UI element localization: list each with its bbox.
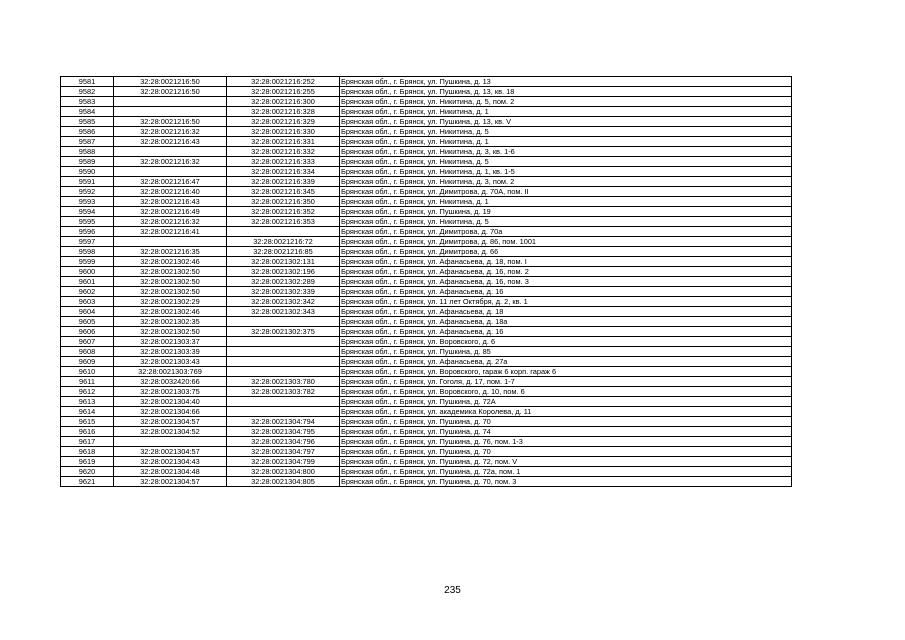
- row-number: 9617: [61, 437, 114, 447]
- parcel-cadastral-number: 32:28:0021303:43: [114, 357, 227, 367]
- parcel-cadastral-number: 32:28:0021304:52: [114, 427, 227, 437]
- row-number: 9591: [61, 177, 114, 187]
- parcel-cadastral-number: [114, 147, 227, 157]
- parcel-cadastral-number: 32:28:0021216:40: [114, 187, 227, 197]
- object-address: Брянская обл., г. Брянск, ул. Никитина, д. 5: [340, 217, 792, 227]
- parcel-cadastral-number: 32:28:0021304:40: [114, 397, 227, 407]
- table-row: [61, 327, 792, 337]
- object-address: Брянская обл., г. Брянск, ул. Никитина, д. 5, пом. 2: [340, 97, 792, 107]
- parcel-cadastral-number: 32:28:0021303:769: [114, 367, 227, 377]
- table-row: [61, 237, 792, 247]
- object-address: Брянская обл., г. Брянск, ул. Никитина, д. 5: [340, 127, 792, 137]
- parcel-cadastral-number: 32:28:0021304:57: [114, 477, 227, 487]
- parcel-cadastral-number: [114, 237, 227, 247]
- row-number: 9583: [61, 97, 114, 107]
- object-address: Брянская обл., г. Брянск, ул. Никитина, д. 1, кв. 1-5: [340, 167, 792, 177]
- object-cadastral-number: 32:28:0021216:255: [227, 87, 340, 97]
- object-cadastral-number: 32:28:0021302:339: [227, 287, 340, 297]
- object-cadastral-number: 32:28:0021304:805: [227, 477, 340, 487]
- row-number: 9621: [61, 477, 114, 487]
- table-row: [61, 387, 792, 397]
- object-address: Брянская обл., г. Брянск, ул. Афанасьева, д. 16: [340, 327, 792, 337]
- object-address: Брянская обл., г. Брянск, ул. Афанасьева, д. 16, пом. 2: [340, 267, 792, 277]
- object-address: Брянская обл., г. Брянск, ул. академика Королева, д. 11: [340, 407, 792, 417]
- row-number: 9619: [61, 457, 114, 467]
- object-cadastral-number: 32:28:0021216:350: [227, 197, 340, 207]
- object-cadastral-number: 32:28:0021216:334: [227, 167, 340, 177]
- parcel-cadastral-number: 32:28:0021304:57: [114, 447, 227, 457]
- table-row: [61, 97, 792, 107]
- object-address: Брянская обл., г. Брянск, ул. Димитрова, д. 70А, пом. II: [340, 187, 792, 197]
- row-number: 9603: [61, 297, 114, 307]
- parcel-cadastral-number: 32:28:0021302:35: [114, 317, 227, 327]
- table-row: [61, 427, 792, 437]
- table-row: [61, 457, 792, 467]
- registry-table-body: [61, 77, 792, 487]
- object-address: Брянская обл., г. Брянск, ул. Пушкина, д. 70, пом. 3: [340, 477, 792, 487]
- row-number: 9606: [61, 327, 114, 337]
- row-number: 9582: [61, 87, 114, 97]
- row-number: 9590: [61, 167, 114, 177]
- parcel-cadastral-number: 32:28:0021302:50: [114, 267, 227, 277]
- object-address: Брянская обл., г. Брянск, ул. Афанасьева, д. 18: [340, 307, 792, 317]
- object-cadastral-number: 32:28:0021216:85: [227, 247, 340, 257]
- object-address: Брянская обл., г. Брянск, ул. Пушкина, д. 72А: [340, 397, 792, 407]
- parcel-cadastral-number: 32:28:0021304:57: [114, 417, 227, 427]
- row-number: 9598: [61, 247, 114, 257]
- object-address: Брянская обл., г. Брянск, ул. Гоголя, д. 17, пом. 1-7: [340, 377, 792, 387]
- parcel-cadastral-number: 32:28:0021304:66: [114, 407, 227, 417]
- table-row: [61, 247, 792, 257]
- object-address: Брянская обл., г. Брянск, ул. Пушкина, д. 13: [340, 77, 792, 87]
- object-cadastral-number: [227, 227, 340, 237]
- parcel-cadastral-number: 32:28:0021216:41: [114, 227, 227, 237]
- object-cadastral-number: 32:28:0021216:329: [227, 117, 340, 127]
- row-number: 9585: [61, 117, 114, 127]
- object-address: Брянская обл., г. Брянск, ул. Афанасьева, д. 18, пом. I: [340, 257, 792, 267]
- object-cadastral-number: 32:28:0021304:797: [227, 447, 340, 457]
- parcel-cadastral-number: 32:28:0021302:46: [114, 257, 227, 267]
- parcel-cadastral-number: 32:28:0021216:32: [114, 127, 227, 137]
- parcel-cadastral-number: 32:28:0021303:75: [114, 387, 227, 397]
- row-number: 9613: [61, 397, 114, 407]
- object-cadastral-number: [227, 317, 340, 327]
- table-row: [61, 377, 792, 387]
- object-cadastral-number: 32:28:0021216:330: [227, 127, 340, 137]
- object-cadastral-number: 32:28:0021216:345: [227, 187, 340, 197]
- parcel-cadastral-number: 32:28:0021302:29: [114, 297, 227, 307]
- object-cadastral-number: [227, 367, 340, 377]
- object-address: Брянская обл., г. Брянск, ул. Пушкина, д. 74: [340, 427, 792, 437]
- row-number: 9608: [61, 347, 114, 357]
- object-cadastral-number: 32:28:0021216:333: [227, 157, 340, 167]
- table-row: [61, 137, 792, 147]
- row-number: 9616: [61, 427, 114, 437]
- object-address: Брянская обл., г. Брянск, ул. Никитина, д. 1: [340, 137, 792, 147]
- object-cadastral-number: 32:28:0021216:339: [227, 177, 340, 187]
- parcel-cadastral-number: 32:28:0021216:50: [114, 77, 227, 87]
- object-cadastral-number: 32:28:0021304:799: [227, 457, 340, 467]
- parcel-cadastral-number: 32:28:0021302:50: [114, 287, 227, 297]
- table-row: [61, 147, 792, 157]
- table-row: [61, 197, 792, 207]
- table-row: [61, 187, 792, 197]
- table-row: [61, 157, 792, 167]
- table-row: [61, 77, 792, 87]
- parcel-cadastral-number: 32:28:0021216:47: [114, 177, 227, 187]
- row-number: 9611: [61, 377, 114, 387]
- row-number: 9615: [61, 417, 114, 427]
- parcel-cadastral-number: 32:28:0021303:37: [114, 337, 227, 347]
- object-cadastral-number: [227, 357, 340, 367]
- object-cadastral-number: 32:28:0021304:800: [227, 467, 340, 477]
- parcel-cadastral-number: 32:28:0021216:35: [114, 247, 227, 257]
- object-address: Брянская обл., г. Брянск, ул. Никитина, д. 5: [340, 157, 792, 167]
- table-row: [61, 287, 792, 297]
- object-cadastral-number: [227, 347, 340, 357]
- object-address: Брянская обл., г. Брянск, ул. Воровского, д. 10, пом. 6: [340, 387, 792, 397]
- object-address: Брянская обл., г. Брянск, ул. Никитина, д. 3, кв. 1-6: [340, 147, 792, 157]
- row-number: 9589: [61, 157, 114, 167]
- parcel-cadastral-number: 32:28:0021216:32: [114, 157, 227, 167]
- row-number: 9587: [61, 137, 114, 147]
- table-row: [61, 267, 792, 277]
- parcel-cadastral-number: 32:28:0021216:50: [114, 87, 227, 97]
- object-cadastral-number: 32:28:0021216:331: [227, 137, 340, 147]
- parcel-cadastral-number: 32:28:0021216:49: [114, 207, 227, 217]
- row-number: 9588: [61, 147, 114, 157]
- table-row: [61, 447, 792, 457]
- object-cadastral-number: 32:28:0021302:196: [227, 267, 340, 277]
- row-number: 9593: [61, 197, 114, 207]
- parcel-cadastral-number: 32:28:0021302:46: [114, 307, 227, 317]
- object-address: Брянская обл., г. Брянск, ул. Никитина, д. 1: [340, 197, 792, 207]
- row-number: 9612: [61, 387, 114, 397]
- object-address: Брянская обл., г. Брянск, ул. Пушкина, д. 72, пом. V: [340, 457, 792, 467]
- object-cadastral-number: 32:28:0021303:782: [227, 387, 340, 397]
- object-address: Брянская обл., г. Брянск, ул. Воровского, д. 6: [340, 337, 792, 347]
- parcel-cadastral-number: 32:28:0021302:50: [114, 327, 227, 337]
- table-row: [61, 297, 792, 307]
- parcel-cadastral-number: 32:28:0032420:66: [114, 377, 227, 387]
- row-number: 9602: [61, 287, 114, 297]
- row-number: 9610: [61, 367, 114, 377]
- object-address: Брянская обл., г. Брянск, ул. Пушкина, д. 85: [340, 347, 792, 357]
- object-address: Брянская обл., г. Брянск, ул. Пушкина, д. 76, пом. 1-3: [340, 437, 792, 447]
- row-number: 9620: [61, 467, 114, 477]
- object-cadastral-number: 32:28:0021302:375: [227, 327, 340, 337]
- row-number: 9592: [61, 187, 114, 197]
- object-address: Брянская обл., г. Брянск, ул. 11 лет Октября, д. 2, кв. 1: [340, 297, 792, 307]
- object-address: Брянская обл., г. Брянск, ул. Пушкина, д. 70: [340, 447, 792, 457]
- object-cadastral-number: 32:28:0021216:300: [227, 97, 340, 107]
- table-row: [61, 117, 792, 127]
- object-cadastral-number: 32:28:0021216:328: [227, 107, 340, 117]
- table-row: [61, 337, 792, 347]
- table-row: [61, 347, 792, 357]
- table-row: [61, 437, 792, 447]
- row-number: 9595: [61, 217, 114, 227]
- table-row: [61, 407, 792, 417]
- row-number: 9581: [61, 77, 114, 87]
- table-row: [61, 177, 792, 187]
- table-row: [61, 167, 792, 177]
- object-address: Брянская обл., г. Брянск, ул. Афанасьева, д. 16, пом. 3: [340, 277, 792, 287]
- object-address: Брянская обл., г. Брянск, ул. Пушкина, д. 70: [340, 417, 792, 427]
- object-cadastral-number: 32:28:0021302:342: [227, 297, 340, 307]
- row-number: 9600: [61, 267, 114, 277]
- object-address: Брянская обл., г. Брянск, ул. Афанасьева, д. 27а: [340, 357, 792, 367]
- row-number: 9618: [61, 447, 114, 457]
- parcel-cadastral-number: 32:28:0021302:50: [114, 277, 227, 287]
- object-address: Брянская обл., г. Брянск, ул. Афанасьева, д. 18а: [340, 317, 792, 327]
- table-row: [61, 107, 792, 117]
- object-address: Брянская обл., г. Брянск, ул. Никитина, д. 1: [340, 107, 792, 117]
- object-cadastral-number: 32:28:0021302:289: [227, 277, 340, 287]
- object-cadastral-number: 32:28:0021216:353: [227, 217, 340, 227]
- parcel-cadastral-number: 32:28:0021304:48: [114, 467, 227, 477]
- parcel-cadastral-number: 32:28:0021216:43: [114, 137, 227, 147]
- row-number: 9609: [61, 357, 114, 367]
- object-cadastral-number: 32:28:0021304:796: [227, 437, 340, 447]
- row-number: 9607: [61, 337, 114, 347]
- parcel-cadastral-number: 32:28:0021216:32: [114, 217, 227, 227]
- page-number: 235: [444, 585, 461, 596]
- object-cadastral-number: 32:28:0021216:252: [227, 77, 340, 87]
- object-cadastral-number: 32:28:0021304:795: [227, 427, 340, 437]
- row-number: 9604: [61, 307, 114, 317]
- object-address: Брянская обл., г. Брянск, ул. Димитрова, д. 86, пом. 1001: [340, 237, 792, 247]
- table-row: [61, 87, 792, 97]
- parcel-cadastral-number: 32:28:0021216:43: [114, 197, 227, 207]
- object-address: Брянская обл., г. Брянск, ул. Афанасьева, д. 16: [340, 287, 792, 297]
- object-cadastral-number: 32:28:0021216:332: [227, 147, 340, 157]
- object-cadastral-number: [227, 337, 340, 347]
- registry-table: [60, 76, 792, 487]
- table-row: [61, 467, 792, 477]
- parcel-cadastral-number: 32:28:0021216:50: [114, 117, 227, 127]
- table-row: [61, 277, 792, 287]
- table-row: [61, 207, 792, 217]
- table-row: [61, 477, 792, 487]
- table-row: [61, 367, 792, 377]
- object-address: Брянская обл., г. Брянск, ул. Пушкина, д. 72а, пом. 1: [340, 467, 792, 477]
- table-row: [61, 357, 792, 367]
- object-cadastral-number: 32:28:0021304:794: [227, 417, 340, 427]
- row-number: 9596: [61, 227, 114, 237]
- parcel-cadastral-number: [114, 167, 227, 177]
- table-row: [61, 227, 792, 237]
- table-row: [61, 317, 792, 327]
- row-number: 9597: [61, 237, 114, 247]
- parcel-cadastral-number: [114, 437, 227, 447]
- object-address: Брянская обл., г. Брянск, ул. Димитрова, д. 70а: [340, 227, 792, 237]
- object-cadastral-number: 32:28:0021302:343: [227, 307, 340, 317]
- object-address: Брянская обл., г. Брянск, ул. Никитина, д. 3, пом. 2: [340, 177, 792, 187]
- object-cadastral-number: 32:28:0021303:780: [227, 377, 340, 387]
- table-row: [61, 417, 792, 427]
- row-number: 9586: [61, 127, 114, 137]
- parcel-cadastral-number: [114, 107, 227, 117]
- object-address: Брянская обл., г. Брянск, ул. Воровского, гараж 6 корп. гараж 6: [340, 367, 792, 377]
- row-number: 9601: [61, 277, 114, 287]
- object-cadastral-number: 32:28:0021216:352: [227, 207, 340, 217]
- object-cadastral-number: [227, 407, 340, 417]
- object-cadastral-number: 32:28:0021216:72: [227, 237, 340, 247]
- object-address: Брянская обл., г. Брянск, ул. Димитрова, д. 66: [340, 247, 792, 257]
- object-cadastral-number: [227, 397, 340, 407]
- object-address: Брянская обл., г. Брянск, ул. Пушкина, д. 19: [340, 207, 792, 217]
- row-number: 9599: [61, 257, 114, 267]
- parcel-cadastral-number: [114, 97, 227, 107]
- table-row: [61, 307, 792, 317]
- table-row: [61, 127, 792, 137]
- row-number: 9614: [61, 407, 114, 417]
- row-number: 9605: [61, 317, 114, 327]
- row-number: 9594: [61, 207, 114, 217]
- object-address: Брянская обл., г. Брянск, ул. Пушкина, д. 13, кв. V: [340, 117, 792, 127]
- object-cadastral-number: 32:28:0021302:131: [227, 257, 340, 267]
- table-row: [61, 217, 792, 227]
- row-number: 9584: [61, 107, 114, 117]
- table-row: [61, 397, 792, 407]
- table-row: [61, 257, 792, 267]
- parcel-cadastral-number: 32:28:0021303:39: [114, 347, 227, 357]
- parcel-cadastral-number: 32:28:0021304:43: [114, 457, 227, 467]
- object-address: Брянская обл., г. Брянск, ул. Пушкина, д. 13, кв. 18: [340, 87, 792, 97]
